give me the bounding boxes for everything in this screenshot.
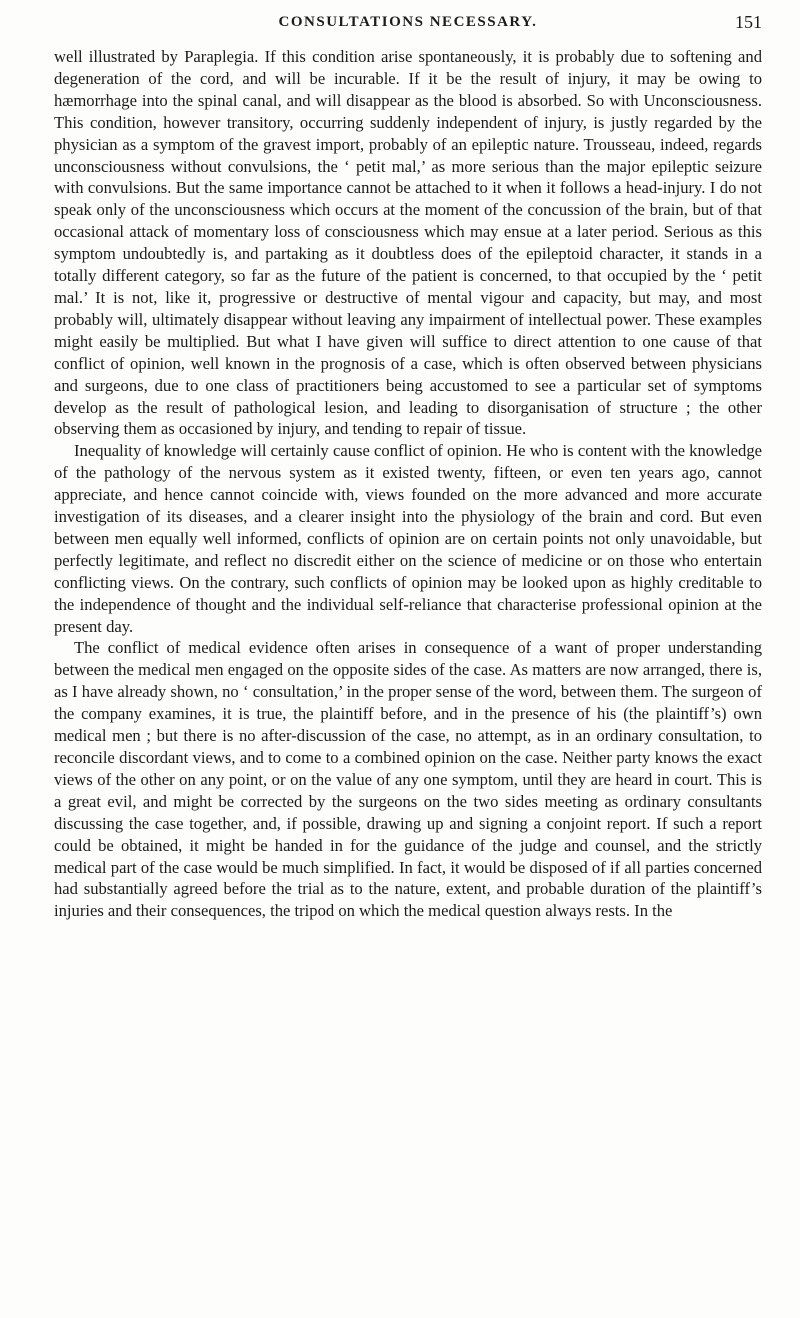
paragraph-2: Inequality of knowledge will certainly cause conflict of opinion. He who is content with the knowledge of the pathology of the nervous system as it existed twenty, fifteen, or even ten years ago, cannot appreciate, and hence cannot coincide with, views founded on the more advanced and more accurate investigation of its diseases, and a clearer insight into the physiology of the brain and cord. But even between men equally well informed, conflicts of opinion are on certain points not only unavoidable, but perfectly legitimate, and reflect no discredit either on the science of medicine or on those who entertain conflicting views. On the contrary, such conflicts of opinion may be looked upon as highly creditable to the independence of thought and the individual self-reliance that characterise professional opinion at the present day. (54, 441, 762, 636)
running-head (54, 14, 762, 36)
body-text (54, 46, 762, 922)
page-number: 151 (735, 12, 762, 32)
running-title: CONSULTATIONS NECESSARY. (278, 14, 538, 30)
paragraph-1: well illustrated by Paraplegia. If this condition arise spontaneously, it is probably due to softening and degeneration of the cord, and will be incurable. If it be the result of injury, it may be owing to hæmorrhage into the spinal canal, and will disappear as the blood is absorbed. So with Unconsciousness. This condition, however transitory, occurring suddenly independent of injury, is justly regarded by the physician as a symptom of the gravest import, probably of an epileptic nature. Trousseau, indeed, regards unconsciousness without convulsions, the ‘ petit mal,’ as more serious than the major epileptic seizure with convulsions. But the same importance cannot be attached to it when it follows a head-injury. I do not speak only of the unconsciousness which occurs at the moment of the concussion of the brain, but of that occasional attack of momentary loss of consciousness which may ensue at a later period. Serious as this symptom undoubtedly is, and partaking as it doubtless does of the epileptoid character, it stands in a totally different category, so far as the future of the patient is concerned, to that occupied by the ‘ petit mal.’ It is not, like it, progressive or destructive of mental vigour and capacity, but may, and most probably will, ultimately disappear without leaving any impairment of intellectual power. These examples might easily be multiplied. But what I have given will suffice to direct attention to one cause of that conflict of opinion, well known in the prognosis of a case, which is often observed between physicians and surgeons, due to one class of practitioners being accustomed to see a particular set of symptoms develop as the result of pathological lesion, and leading to disorganisation of structure ; the other observing them as occasioned by injury, and tending to repair of tissue. (54, 47, 762, 439)
paragraph-3: The conflict of medical evidence often arises in consequence of a want of proper understanding between the medical men engaged on the opposite sides of the case. As matters are now arranged, there is, as I have already shown, no ‘ consultation,’ in the proper sense of the word, between them. The surgeon of the company examines, it is true, the plaintiff before, and in the presence of his (the plaintiff’s) own medical men ; but there is no after-discussion of the case, no attempt, as in an ordinary consultation, to reconcile discordant views, and to come to a combined opinion on the case. Neither party knows the exact views of the other on any point, or on the value of any one symptom, until they are heard in court. This is a great evil, and might be corrected by the surgeons on the two sides meeting as ordinary consultants discussing the case together, and, if possible, drawing up and signing a conjoint report. If such a report could be obtained, it might be handed in for the guidance of the judge and counsel, and the strictly medical part of the case would be much simplified. In fact, it would be disposed of if all parties concerned had substantially agreed before the trial as to the nature, extent, and probable duration of the plaintiff’s injuries and their consequences, the tripod on which the medical question always rests. In the (54, 638, 762, 921)
